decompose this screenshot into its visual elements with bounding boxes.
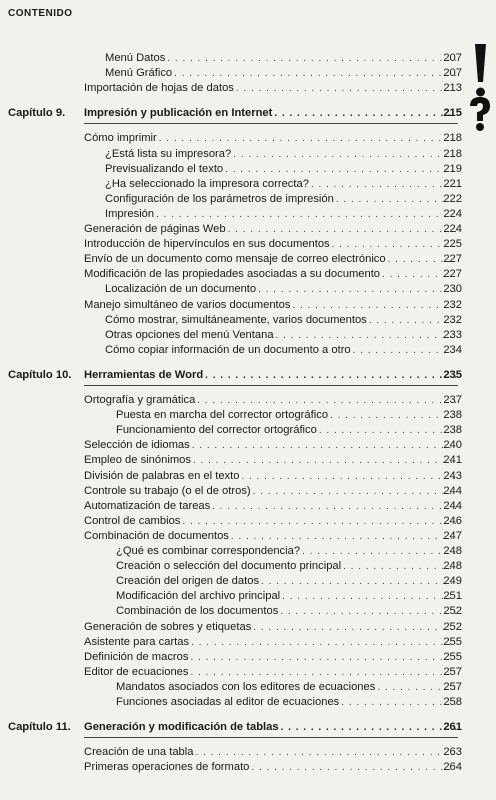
toc-entry [0, 744, 496, 760]
entry-title: Mandatos asociados con los editores de ecuaciones [116, 680, 376, 693]
entry-title: Creación del origen de datos [116, 575, 260, 588]
page-number: 230 [443, 283, 462, 296]
page-number: 215 [443, 107, 462, 120]
entry-title: Impresión y publicación en Internet [84, 107, 273, 120]
page-number: 252 [443, 605, 462, 618]
toc-entry [0, 759, 496, 775]
toc-entry [0, 588, 496, 604]
toc-entry [0, 251, 496, 267]
toc-entry [0, 50, 496, 66]
entry-title: Configuración de los parámetros de impresión [105, 192, 334, 205]
dot-leader [233, 148, 456, 162]
entry-title: Manejo simultáneo de varios documentos [84, 298, 291, 311]
entry-title: Controle su trabajo (o el de otros) [84, 484, 251, 497]
page-number: 257 [443, 665, 462, 678]
chapter-label: Capítulo 11. [8, 721, 71, 734]
entry-title: Definición de macros [84, 650, 189, 663]
toc-entry [0, 266, 496, 282]
entry-title: Localización de un documento [105, 283, 257, 296]
dot-leader [276, 329, 456, 343]
toc-entry [0, 146, 496, 162]
toc-entry [0, 80, 496, 96]
entry-title: Menú Datos [105, 52, 166, 64]
toc-entry [0, 297, 496, 313]
entry-title: ¿Ha seleccionado la impresora correcta? [105, 177, 309, 190]
page-number: 218 [443, 132, 462, 145]
entry-title: Menú Gráfico [105, 67, 173, 80]
toc-entry [0, 543, 496, 559]
entry-title: Combinación de documentos [84, 529, 229, 542]
dot-leader [241, 470, 456, 484]
toc-entry [0, 407, 496, 423]
dot-leader [190, 651, 456, 665]
dot-leader [225, 163, 456, 177]
entry-title: Creación o selección del documento principal [116, 560, 342, 573]
chapter-label: Capítulo 10. [8, 368, 72, 381]
dot-leader [193, 454, 456, 468]
toc-entry [0, 437, 496, 453]
dot-leader [212, 500, 456, 514]
entry-title: Cómo copiar información de un documento a otro [105, 343, 351, 356]
chapter-label: Capítulo 9. [8, 107, 66, 120]
dot-leader [205, 369, 456, 383]
dot-leader [253, 621, 456, 635]
entry-title: Modificación de las propiedades asociadas a su documento [84, 268, 381, 281]
dot-leader [190, 666, 456, 680]
page-number: 238 [443, 424, 462, 437]
entry-title: Puesta en marcha del corrector ortográfico [116, 409, 329, 422]
dot-leader [159, 132, 456, 146]
page-number: 257 [443, 680, 462, 693]
entry-title: División de palabras en el texto [84, 469, 240, 482]
page-number: 240 [443, 439, 462, 452]
page-number: 246 [443, 514, 462, 527]
toc-entry [0, 342, 496, 358]
toc-entry [0, 392, 496, 408]
page-number: 264 [443, 761, 462, 774]
running-header: CONTENIDO [8, 8, 73, 19]
entry-title: Cómo mostrar, simultáneamente, varios documentos [105, 313, 367, 326]
dot-leader [167, 52, 456, 66]
page-number: 207 [443, 52, 462, 64]
page-number: 221 [443, 177, 462, 190]
toc-entry [0, 281, 496, 297]
entry-title: Cómo imprimir [84, 132, 157, 145]
page-number: 237 [443, 394, 462, 406]
toc-entry [0, 312, 496, 328]
toc-entry [0, 498, 496, 514]
dot-leader [197, 394, 456, 408]
entry-title: Importación de hojas de datos [84, 82, 234, 95]
page-number: 244 [443, 484, 462, 497]
page-number: 263 [443, 746, 462, 759]
page-number: 255 [443, 650, 462, 663]
entry-title: Envío de un documento como mensaje de correo electrónico [84, 253, 386, 266]
dot-leader [156, 208, 456, 222]
dot-leader [231, 530, 456, 544]
page-number: 235 [443, 368, 462, 381]
entry-title: Funciones asociadas al editor de ecuaciones [116, 696, 340, 708]
toc-entry [0, 619, 496, 635]
page-number: 224 [443, 207, 462, 220]
dot-leader [174, 67, 456, 81]
toc-entry [0, 130, 496, 146]
chapter-heading [0, 367, 496, 383]
toc-entry [0, 573, 496, 589]
entry-title: Generación y modificación de tablas [84, 721, 279, 734]
dot-leader [282, 590, 456, 604]
entry-title: Selección de idiomas [84, 439, 190, 452]
entry-title: ¿Está lista su impresora? [105, 147, 232, 160]
entry-title: Combinación de los documentos [116, 605, 279, 618]
page-number: 252 [443, 620, 462, 633]
page-number: 227 [443, 268, 462, 281]
toc-entry [0, 468, 496, 484]
entry-title: Ortografía y gramática [84, 394, 196, 406]
page-number: 243 [443, 469, 462, 482]
chapter-heading [0, 105, 496, 121]
dot-leader [274, 107, 456, 121]
entry-title: Herramientas de Word [84, 368, 204, 381]
entry-title: Generación de páginas Web [84, 223, 226, 235]
entry-title: Otras opciones del menú Ventana [105, 328, 274, 341]
toc-entry [0, 176, 496, 192]
toc-entry [0, 603, 496, 619]
toc-entry [0, 694, 496, 710]
page-number: 258 [443, 696, 462, 708]
entry-title: Introducción de hipervínculos en sus documentos [84, 238, 330, 251]
page-number: 248 [443, 545, 462, 557]
entry-title: Editor de ecuaciones [84, 665, 189, 678]
dot-leader [280, 605, 456, 619]
toc-entry [0, 236, 496, 252]
dot-leader [195, 746, 456, 760]
toc-entry [0, 206, 496, 222]
entry-title: Funcionamiento del corrector ortográfico [116, 424, 317, 437]
entry-title: Automatización de tareas [84, 499, 211, 512]
toc-entry [0, 558, 496, 574]
page-number: 232 [443, 313, 462, 326]
page-number: 227 [443, 253, 462, 266]
toc-entry [0, 327, 496, 343]
page-number: 251 [443, 590, 462, 603]
dot-leader [228, 223, 456, 237]
page-number: 241 [443, 454, 462, 467]
toc-entry [0, 191, 496, 207]
toc-entry [0, 221, 496, 237]
toc-entry [0, 649, 496, 665]
dot-leader [253, 485, 456, 499]
entry-title: Empleo de sinónimos [84, 454, 191, 467]
page-number: 233 [443, 328, 462, 341]
toc-entry [0, 664, 496, 680]
page-number: 244 [443, 499, 462, 512]
entry-title: Creación de una tabla [84, 746, 194, 759]
entry-title: Previsualizando el texto [105, 162, 224, 175]
chapter-rule [84, 385, 458, 386]
page-number: 222 [443, 192, 462, 205]
page-number: 218 [443, 147, 462, 160]
entry-title: Modificación del archivo principal [116, 590, 281, 603]
toc-entry [0, 679, 496, 695]
dot-leader [281, 721, 456, 735]
toc-entry [0, 452, 496, 468]
page-number: 248 [443, 560, 462, 573]
page-number: 224 [443, 223, 462, 235]
entry-title: Impresión [105, 207, 155, 220]
toc-entry [0, 483, 496, 499]
entry-title: Asistente para cartas [84, 635, 190, 648]
toc-entry [0, 528, 496, 544]
entry-title: Generación de sobres y etiquetas [84, 620, 252, 633]
page-number: 238 [443, 409, 462, 422]
toc-entry [0, 513, 496, 529]
dot-leader [192, 439, 456, 453]
toc-entry [0, 634, 496, 650]
dot-leader [191, 636, 456, 650]
chapter-rule [84, 737, 458, 738]
toc-entry [0, 161, 496, 177]
dot-leader [251, 761, 456, 775]
page-number: 247 [443, 529, 462, 542]
chapter-heading [0, 719, 496, 735]
dot-leader [182, 515, 456, 529]
page-number: 225 [443, 238, 462, 251]
dot-leader [236, 82, 456, 96]
page-number: 249 [443, 575, 462, 588]
page-number: 219 [443, 162, 462, 175]
page-number: 207 [443, 67, 462, 80]
entry-title: ¿Qué es combinar correspondencia? [116, 545, 301, 557]
page-number: 234 [443, 343, 462, 356]
page-number: 261 [443, 721, 462, 734]
page-number: 213 [443, 82, 462, 95]
toc-entry [0, 422, 496, 438]
entry-title: Control de cambios [84, 514, 181, 527]
chapter-rule [84, 123, 458, 124]
page-number: 255 [443, 635, 462, 648]
toc-entry [0, 65, 496, 81]
entry-title: Primeras operaciones de formato [84, 761, 250, 774]
dot-leader [261, 575, 456, 589]
dot-leader [258, 283, 456, 297]
page-number: 232 [443, 298, 462, 311]
